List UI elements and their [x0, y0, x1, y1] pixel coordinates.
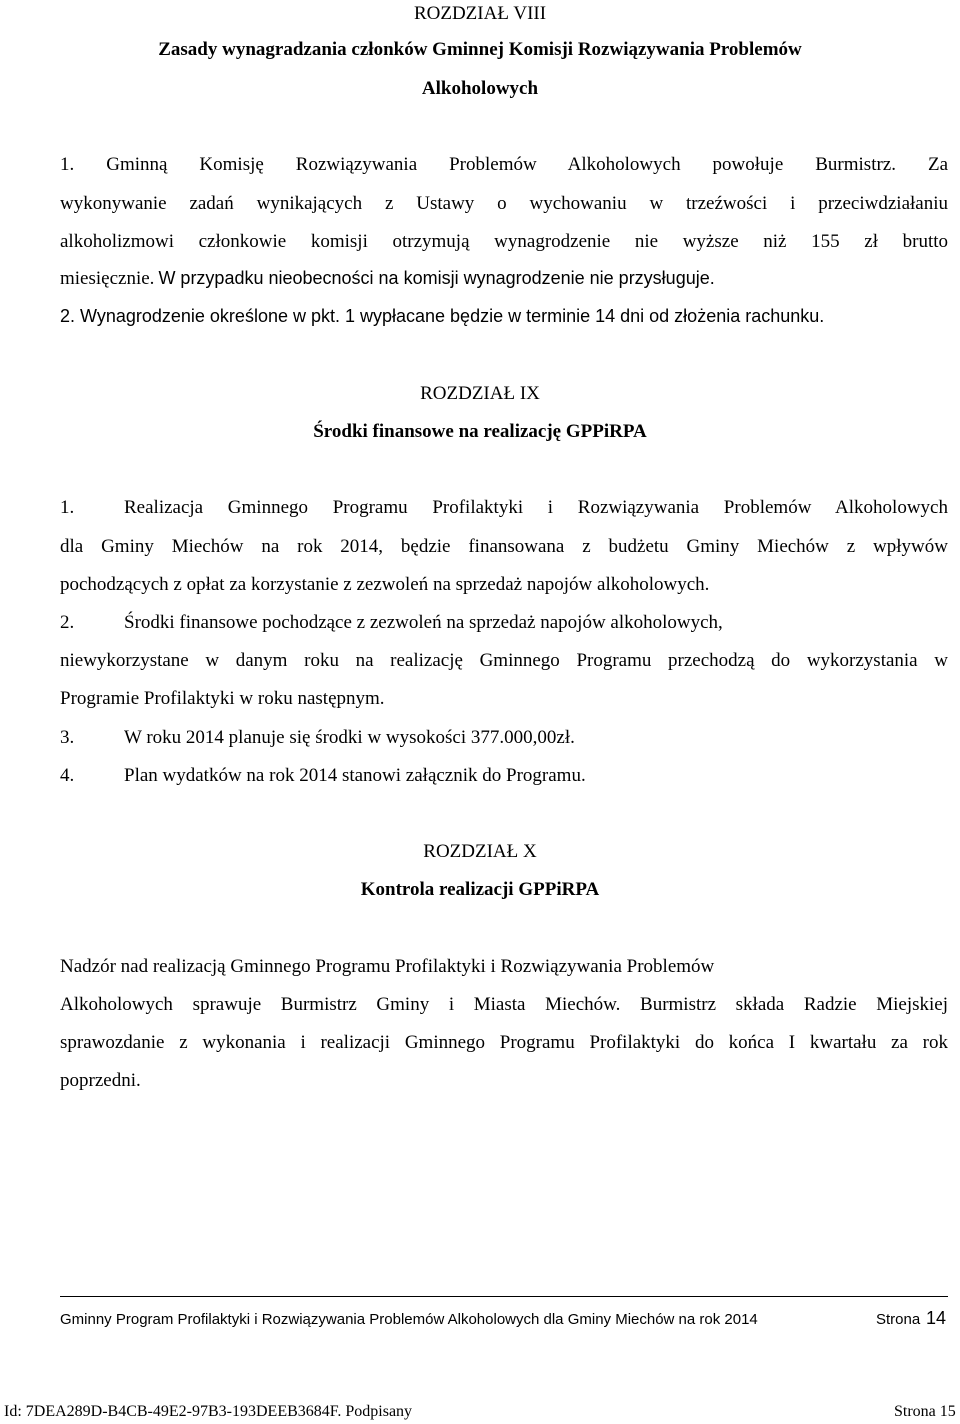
chapter-8-para-1-line-4-serif: miesięcznie.: [60, 268, 155, 289]
signature-id-line: Id: 7DEA289D-B4CB-49E2-97B3-193DEEB3684F. Podpisany: [4, 1403, 413, 1420]
chapter-10-line-2: Alkoholowych sprawuje Burmistrz Gminy i Miasta Miechów. Burmistrz składa Radzie Miejskiej: [60, 994, 948, 1015]
chapter-8-para-2: 2. Wynagrodzenie określone w pkt. 1 wypłacane będzie w terminie 14 dni od złożenia rachunku.: [60, 306, 825, 326]
chapter-10-line-1: Nadzór nad realizacją Gminnego Programu Profilaktyki i Rozwiązywania Problemów: [60, 956, 715, 977]
chapter-8-para-1-line-4-sans: W przypadku nieobecności na komisji wynagrodzenie nie przysługuje.: [158, 268, 715, 288]
chapter-9-title: Środki finansowe na realizację GPPiRPA: [313, 421, 647, 442]
chapter-8-title-line-2: Alkoholowych: [421, 78, 539, 99]
chapter-8-para-1-line-4: [60, 269, 715, 288]
signature-page-number: Strona 15: [894, 1403, 956, 1420]
chapter-9-item-3-number: 3.: [60, 727, 75, 748]
chapter-9-item-2-number: 2.: [60, 612, 75, 633]
chapter-9-item-4: Plan wydatków na rok 2014 stanowi załącznik do Programu.: [124, 765, 586, 786]
chapter-9-item-2-line-3: Programie Profilaktyki w roku następnym.: [60, 688, 385, 709]
footer-page-number: 14: [926, 1308, 947, 1328]
chapter-8-title-line-1: Zasady wynagradzania członków Gminnej Komisji Rozwiązywania Problemów: [158, 39, 802, 60]
chapter-9-item-1-line-1: Realizacja Gminnego Programu Profilaktyki i Rozwiązywania Problemów Alkoholowych: [124, 497, 948, 518]
chapter-10-line-4: poprzedni.: [60, 1070, 141, 1091]
footer-rule: [60, 1296, 948, 1297]
chapter-9-heading: ROZDZIAŁ IX: [420, 383, 540, 404]
chapter-9-item-2-line-1: Środki finansowe pochodzące z zezwoleń na sprzedaż napojów alkoholowych,: [124, 612, 723, 633]
chapter-9-item-1-line-2: dla Gminy Miechów na rok 2014, będzie finansowana z budżetu Gminy Miechów z wpływów: [60, 536, 948, 557]
chapter-9-item-1-line-3: pochodzących z opłat za korzystanie z zezwoleń na sprzedaż napojów alkoholowych.: [60, 574, 710, 595]
chapter-9-item-4-number: 4.: [60, 765, 75, 786]
chapter-10-heading: ROZDZIAŁ X: [423, 841, 537, 862]
footer-document-title: Gminny Program Profilaktyki i Rozwiązywania Problemów Alkoholowych dla Gminy Miechów na rok 2014: [60, 1311, 758, 1328]
chapter-8-para-1-line-1: 1. Gminną Komisję Rozwiązywania Problemów Alkoholowych powołuje Burmistrz. Za: [60, 154, 948, 175]
chapter-8-para-1-line-3: alkoholizmowi członkowie komisji otrzymują wynagrodzenie nie wyższe niż 155 zł brutto: [60, 231, 948, 252]
chapter-9-item-3: W roku 2014 planuje się środki w wysokości 377.000,00zł.: [124, 727, 575, 748]
chapter-8-heading: ROZDZIAŁ VIII: [413, 3, 547, 24]
chapter-9-item-1-number: 1.: [60, 497, 75, 518]
chapter-9-item-2-line-2: niewykorzystane w danym roku na realizację Gminnego Programu przechodzą do wykorzystania w: [60, 650, 948, 671]
chapter-10-line-3: sprawozdanie z wykonania i realizacji Gminnego Programu Profilaktyki do końca I kwartału za rok: [60, 1032, 948, 1053]
chapter-10-title: Kontrola realizacji GPPiRPA: [360, 879, 600, 900]
footer-page-label: Strona: [876, 1311, 921, 1328]
chapter-8-para-1-line-2: wykonywanie zadań wynikających z Ustawy o wychowaniu w trzeźwości i przeciwdziałaniu: [60, 193, 948, 214]
